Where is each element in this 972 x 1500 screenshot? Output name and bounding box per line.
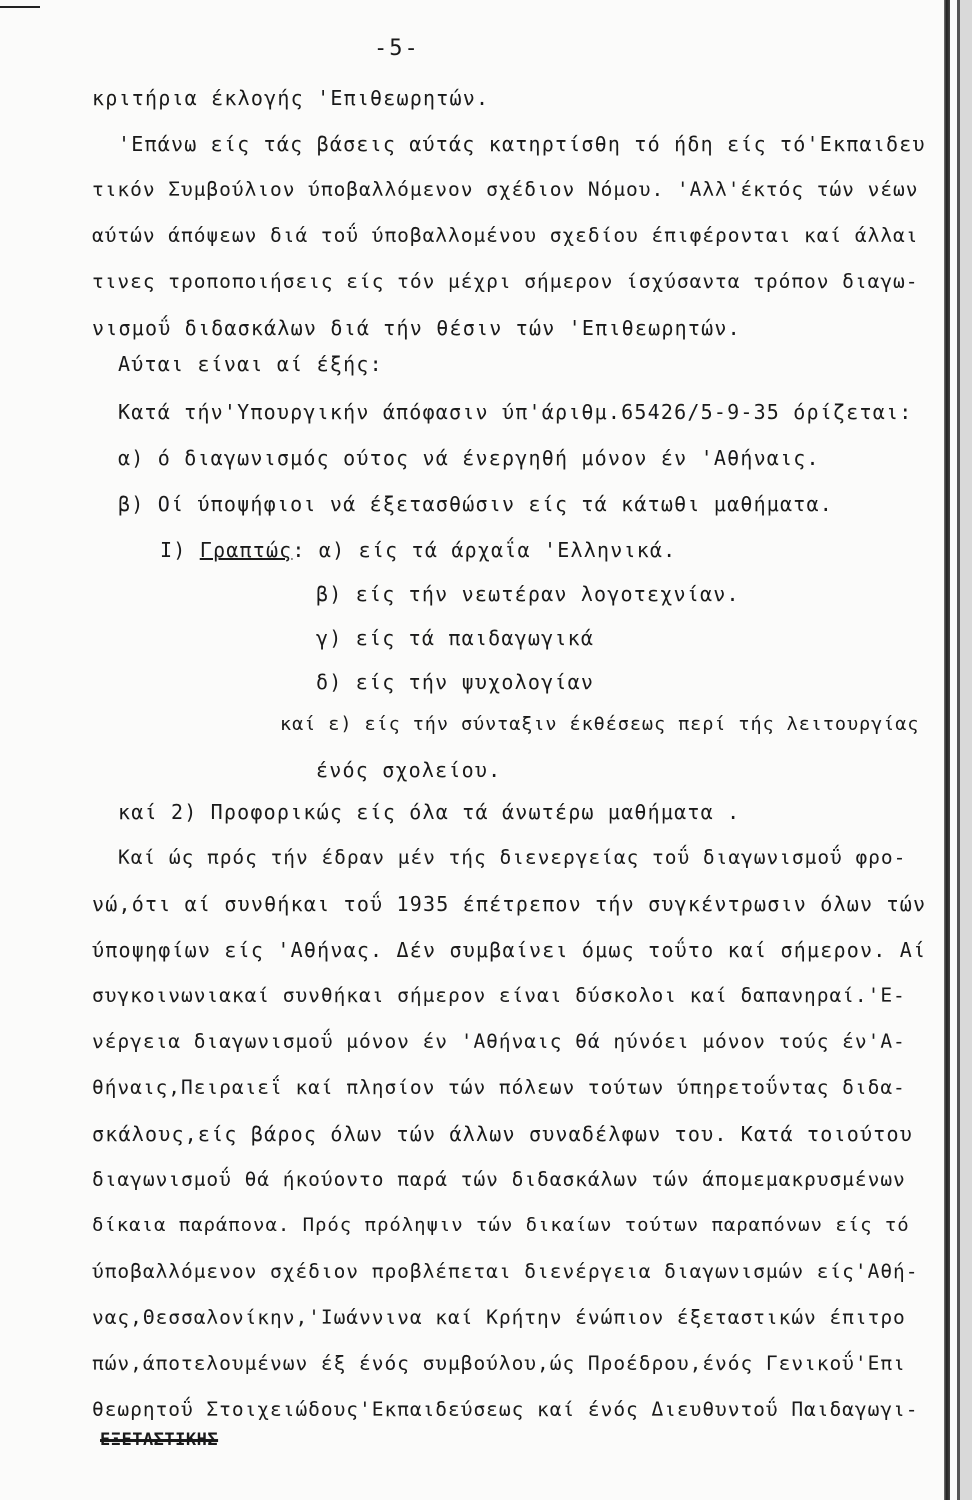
text-line: θεωρητοΰ Στοιχειώδους'Εκπαιδεύσεως καί ένός Διευθυντοΰ Παιδαγωγι- <box>92 1398 919 1421</box>
written-prefix: Ι) <box>160 538 200 562</box>
text-line: διαγωνισμοΰ θά ήκούοντο παρά τών διδασκάλων τών άπομεμακρυσμένων <box>92 1168 906 1191</box>
text-line: συγκοινωνιακαί συνθήκαι σήμερον είναι δύσκολοι καί δαπανηραί.'Ε- <box>92 984 906 1007</box>
text-line: τικόν Συμβούλιον ύποβαλλόμενον σχέδιον Νόμου. 'Αλλ'έκτός τών νέων <box>92 178 919 201</box>
text-line: ένός σχολείου. <box>316 758 502 782</box>
text-line: τινες τροποποιήσεις είς τόν μέχρι σήμερον ίσχύσαντα τρόπον διαγω- <box>92 270 919 293</box>
written-suffix: : α) είς τά άρχαΐα 'Ελληνικά. <box>292 538 677 562</box>
subject-item: γ) είς τά παιδαγωγικά <box>316 626 595 650</box>
text-line: σκάλους,είς βάρος όλων τών άλλων συναδέλφων του. Κατά τοιούτου <box>92 1122 913 1146</box>
text-line: Κατά τήν'Υπουργικήν άπόφασιν ύπ'άριθμ.65426/5-9-35 όρίζεται: <box>118 400 913 424</box>
written-exam-item <box>160 538 676 562</box>
text-line: θήναις,Πειραιεΐ καί πλησίον τών πόλεων τούτων ύπηρετοΰντας διδα- <box>92 1076 906 1099</box>
struck-out-text: ΕΞΕΤΑΣΤΙΚΗΣ <box>100 1430 219 1450</box>
text-line: νισμοΰ διδασκάλων διά τήν θέσιν τών 'Επιθεωρητών. <box>92 316 741 340</box>
text-line: ύποβαλλόμενον σχέδιον προβλέπεται διενέργεια διαγωνισμών είς'Αθή- <box>92 1260 919 1283</box>
text-line: κριτήρια έκλογής 'Επιθεωρητών. <box>92 86 490 110</box>
oral-exam-item: καί 2) Προφορικώς είς όλα τά άνωτέρω μαθήματα . <box>118 800 741 824</box>
page-number: -5- <box>374 36 420 61</box>
text-line: α) ό διαγωνισμός ούτος νά ένεργηθή μόνον έν 'Αθήναις. <box>118 446 820 470</box>
text-line: β) Οί ύποψήφιοι νά έξετασθώσιν είς τά κάτωθι μαθήματα. <box>118 492 834 516</box>
written-label: Γραπτώς <box>199 538 293 562</box>
text-line: Καί ώς πρός τήν έδραν μέν τής διενεργείας τοΰ διαγωνισμοΰ φρο- <box>118 846 907 869</box>
text-line: Αύται είναι αί έξής: <box>118 352 383 376</box>
text-line: ύποψηφίων είς 'Αθήνας. Δέν συμβαίνει όμως τοΰτο καί σήμερον. Αί <box>92 938 927 962</box>
binding-edge <box>944 0 950 1500</box>
scan-top-rule <box>0 6 40 8</box>
scan-right-shade <box>960 0 972 1500</box>
text-line: 'Επάνω είς τάς βάσεις αύτάς κατηρτίσθη τό ήδη είς τό'Εκπαιδευ <box>118 132 926 156</box>
text-line: νας,Θεσσαλονίκην,'Ιωάννινα καί Κρήτην ένώπιον έξεταστικών έπιτρο <box>92 1306 906 1329</box>
text-line: νώ,ότι αί συνθήκαι τοΰ 1935 έπέτρεπον τήν συγκέντρωσιν όλων τών <box>92 892 927 916</box>
text-line: δίκαια παράπονα. Πρός πρόληψιν τών δικαίων τούτων παραπόνων είς τό <box>92 1214 910 1236</box>
text-line: νέργεια διαγωνισμοΰ μόνον έν 'Αθήναις θά ηύνόει μόνον τούς έν'Α- <box>92 1030 906 1053</box>
subject-item: καί ε) είς τήν σύνταξιν έκθέσεως περί τής λειτουργίας <box>280 714 920 735</box>
text-line: αύτών άπόψεων διά τοΰ ύποβαλλομένου σχεδίου έπιφέρονται καί άλλαι <box>92 224 919 247</box>
text-line: πών,άποτελουμένων έξ ένός συμβούλου,ώς Προέδρου,ένός Γενικοΰ'Επι <box>92 1352 906 1375</box>
binding-edge-secondary <box>957 0 960 1500</box>
subject-item: β) είς τήν νεωτέραν λογοτεχνίαν. <box>316 582 740 606</box>
subject-item: δ) είς τήν ψυχολογίαν <box>316 670 595 694</box>
